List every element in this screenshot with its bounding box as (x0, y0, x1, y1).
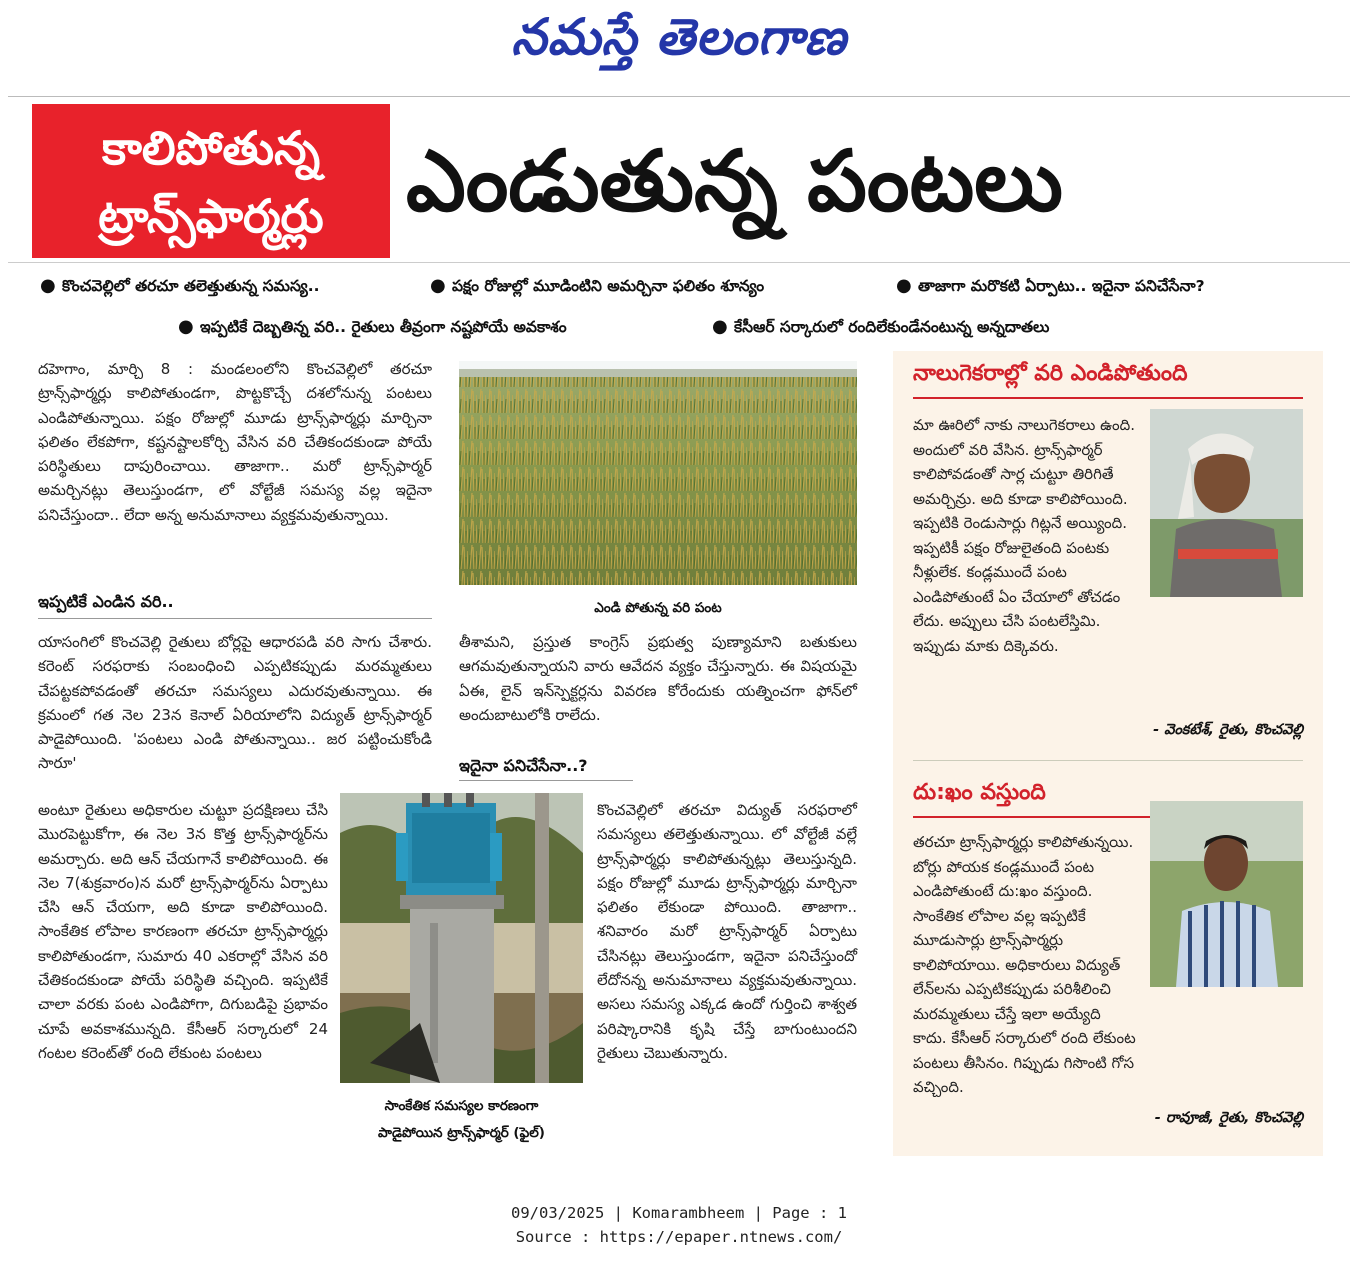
headline-divider (8, 262, 1350, 263)
quote-1-signature: - వెంకటేశ్, రైతు, కొంచవెల్లి (1153, 722, 1303, 738)
bullet-text: కేసీఆర్ సర్కారులో రందిలేకుండేనంటున్న అన్నదాతలు (733, 318, 1050, 336)
paddy-photo-caption: ఎండి పోతున్న వరి పంట (594, 600, 722, 616)
farmer-venkatesh-photo (1150, 409, 1303, 597)
bullet-item (40, 275, 320, 299)
quote-1-title: నాలుగెకరాల్లో వరి ఎండిపోతుంది (913, 361, 1188, 386)
quote-1-text-part-1: మా ఊరిలో నాకు నాలుగెకరాలు ఉంది. అందులో వరి వేసిన. ట్రాన్స్‌ఫార్మర్ కాలిపోవడంతో సార్ల చుట్టూ తిరిగితే అమర్చిన్రు. అది కూడా కాలిపోయింది. ఇప్పటికి రెండుసార్లు గిట్లనే అయ్యింది. ఇప్పటికీ పక్షం రోజులైతంది పంటకు నీళ్లులేక. కండ్లముందే పంట ఎండిపోతుంటే ఏం చేయాలో తోచడం లేదు. అప్పులు చేసి పంటలేస్తిమి. ఇప్పుడు మాకు దిక్కెవరు. (913, 416, 1136, 655)
bullet-item (178, 316, 567, 340)
article-body-2: అంటూ రైతులు అధికారుల చుట్టూ ప్రదక్షిణలు చేసి మొరపెట్టుకోగా, ఈ నెల 3న కొత్త ట్రాన్స్‌ఫార్మర్‌ను అమర్చారు. అది ఆన్ చేయగానే కాలిపోయింది. ఈ నెల 7(శుక్రవారం)న మరో ట్రాన్స్‌ఫార్మర్‌ను ఏర్పాటు చేసి ఆన్ చేయగా, అది కూడా కాలిపోయింది. సాంకేతిక లోపాల కారణంగా తరచూ ట్రాన్స్‌ఫార్మర్లు కాలిపోతుండగా, సుమారు 40 ఎకరాల్లో వేసిన వరి చేతికందకుండా పోయే పరిస్థితి వచ్చింది. ఇప్పటికే చాలా వరకు పంట ఎండిపోగా, దిగుబడిపై ప్రభావం చూపే అవకాశమున్నది. కేసీఆర్ సర్కారులో 24 గంటల కరెంట్‌తో రంది లేకుంట పంటలు (38, 801, 328, 1062)
bullet-dot-icon: ● (896, 275, 918, 296)
farmer-portrait-image (1150, 801, 1303, 987)
newspaper-masthead: నమస్తే తెలంగాణ (511, 8, 847, 66)
bullet-text: తాజాగా మరొకటి ఏర్పాటు.. ఇదైనా పనిచేసేనా? (917, 277, 1205, 295)
subheading-will-it-work: ఇదైనా పనిచేసేనా..? (459, 756, 588, 775)
quote-2-signature: - రావూజీ, రైతు, కొంచవెల్లి (1154, 1110, 1303, 1126)
damaged-transformer-image (340, 793, 583, 1083)
bullet-text: కొంచవెల్లిలో తరచూ తలెత్తుతున్న సమస్య.. (61, 277, 320, 295)
bullet-item (712, 316, 1049, 340)
kicker-line-1: కాలిపోతున్న (101, 121, 321, 175)
quote-2-title: దు:ఖం వస్తుంది (913, 780, 1046, 805)
footer-date-edition: 09/03/2025 | Komarambheem | Page : 1 (511, 1204, 847, 1222)
article-body-1: యాసంగిలో కొంచవెల్లి రైతులు బోర్లపై ఆధారపడి వరి సాగు చేశారు. కరెంట్ సరఫరాకు సంబంధించి ఎప్పటికప్పుడు మరమ్మతులు చేపట్టకపోవడంతో తరచూ సమస్యలు ఎదురవుతున్నాయి. ఈ క్రమంలో గత నెల 23న కెనాల్ ఏరియాలోని విద్యుత్ ట్రాన్స్‌ఫార్మర్ పాడైపోయింది. 'పంటలు ఎండి పోతున్నాయి.. జర పట్టించుకోండి సారూ' (38, 633, 432, 773)
bullet-text: పక్షం రోజుల్లో మూడింటిని అమర్చినా ఫలితం శూన్యం (451, 277, 765, 295)
article-lead: దహెగాం, మార్చి 8 : మండలంలోని కొంచవెల్లిలో తరచూ ట్రాన్స్‌ఫార్మర్లు కాలిపోతుండగా, పొట్టకొచ్చే దశలోనున్న పంటలు ఎండిపోతున్నాయి. పక్షం రోజుల్లో మూడు ట్రాన్స్‌ఫార్మర్లు మార్చినా ఫలితం లేకపోగా, కష్టనష్టాలకోర్చి వేసిన వరి చేతికందకుండా పోయే పరిస్థితులు దాపురించాయి. తాజాగా.. మరో ట్రాన్స్‌ఫార్మర్ అమర్చినట్లు తెలుస్తుండగా, లో వోల్టేజీ సమస్య వల్ల ఇదైనా పనిచేస్తుందా.. లేదా అన్న అనుమానాలు వ్యక్తమవుతున్నాయి. (38, 360, 432, 524)
masthead-rule (8, 96, 1350, 97)
bullet-dot-icon: ● (178, 316, 200, 337)
quote-1-text-continued (913, 605, 1303, 715)
paddy-field-image (459, 361, 857, 585)
farmer-ravuji-photo (1150, 801, 1303, 987)
transformer-caption-line-1: సాంకేతిక సమస్యల కారణంగా (384, 1098, 539, 1114)
column-rule (459, 780, 633, 781)
dried-paddy-photo (459, 361, 857, 585)
headline-kicker-box (32, 104, 390, 258)
footer-source-link[interactable]: Source : https://epaper.ntnews.com/ (515, 1228, 843, 1246)
sidebar-divider (913, 760, 1303, 761)
bullet-item (430, 275, 764, 299)
bullet-text: ఇప్పటికే దెబ్బతిన్న వరి.. రైతులు తీవ్రంగా నష్టపోయే అవకాశం (199, 318, 567, 336)
column-rule (38, 618, 432, 619)
article-body-4: కొంచవెల్లిలో తరచూ విద్యుత్ సరఫరాలో సమస్యలు తలెత్తుతున్నాయి. లో వోల్టేజీ వల్లే ట్రాన్స్‌ఫార్మర్లు కాలిపోతున్నట్లు తెలుస్తున్నది. పక్షం రోజుల్లో మూడు ట్రాన్స్‌ఫార్మర్లు మార్చినా ఫలితం లేకుండా పోయింది. తాజాగా.. శనివారం మరో ట్రాన్స్‌ఫార్మర్ ఏర్పాటు చేసినట్లు తెలుస్తుండగా, ఇదైనా పనిచేస్తుందో లేదోనన్న అనుమానాలు వ్యక్తమవుతున్నాయి. అసలు సమస్య ఎక్కడ ఉందో గుర్తించి శాశ్వత పరిష్కారానికి కృషి చేస్తే బాగుంటుందని రైతులు చెబుతున్నారు. (597, 801, 857, 1062)
bullet-item (896, 275, 1205, 299)
main-headline: ఎండుతున్న పంటలు (406, 132, 1063, 230)
article-body-3: తీశామని, ప్రస్తుత కాంగ్రెస్ ప్రభుత్వ పుణ్యామాని బతుకులు ఆగమవుతున్నాయని వారు ఆవేదన వ్యక్తం చేస్తున్నారు. ఈ విషయమై ఏఈ, లైన్ ఇన్‌స్పెక్టర్లను వివరణ కోరేందుకు యత్నించగా ఫోన్‌లో అందుబాటులోకి రాలేదు. (459, 633, 857, 724)
quote-1-rule (913, 397, 1303, 399)
kicker-line-2: ట్రాన్స్‌ఫార్మర్లు (98, 189, 324, 243)
quote-2-text: తరచూ ట్రాన్స్‌ఫార్మర్లు కాలిపోతున్నయి. బోర్లు పోయక కండ్లముందే పంట ఎండిపోతుంటే దు:ఖం వస్తుంది. సాంకేతిక లోపాల వల్ల ఇప్పటికే మూడుసార్లు ట్రాన్స్‌ఫార్మర్లు కాలిపోయాయి. అధికారులు విద్యుత్ లేన్‌లను ఎప్పటికప్పుడు పరిశీలించి మరమ్మతులు చేస్తే ఇలా అయ్యేది కాదు. కేసీఆర్ సర్కారులో రంది లేకుంట పంటలు తీసినం. గిప్పుడు గిసొంటి గోస వచ్చింది. (913, 833, 1136, 1096)
bullet-dot-icon: ● (712, 316, 734, 337)
bullet-dot-icon: ● (40, 275, 62, 296)
bullet-dot-icon: ● (430, 275, 452, 296)
transformer-photo (340, 793, 583, 1083)
subheading-dried-paddy: ఇప్పటికే ఎండిన వరి.. (38, 592, 174, 611)
transformer-caption-line-2: పాడైపోయిన ట్రాన్స్‌ఫార్మర్ (ఫైల్) (378, 1125, 545, 1141)
farmer-portrait-image (1150, 409, 1303, 597)
